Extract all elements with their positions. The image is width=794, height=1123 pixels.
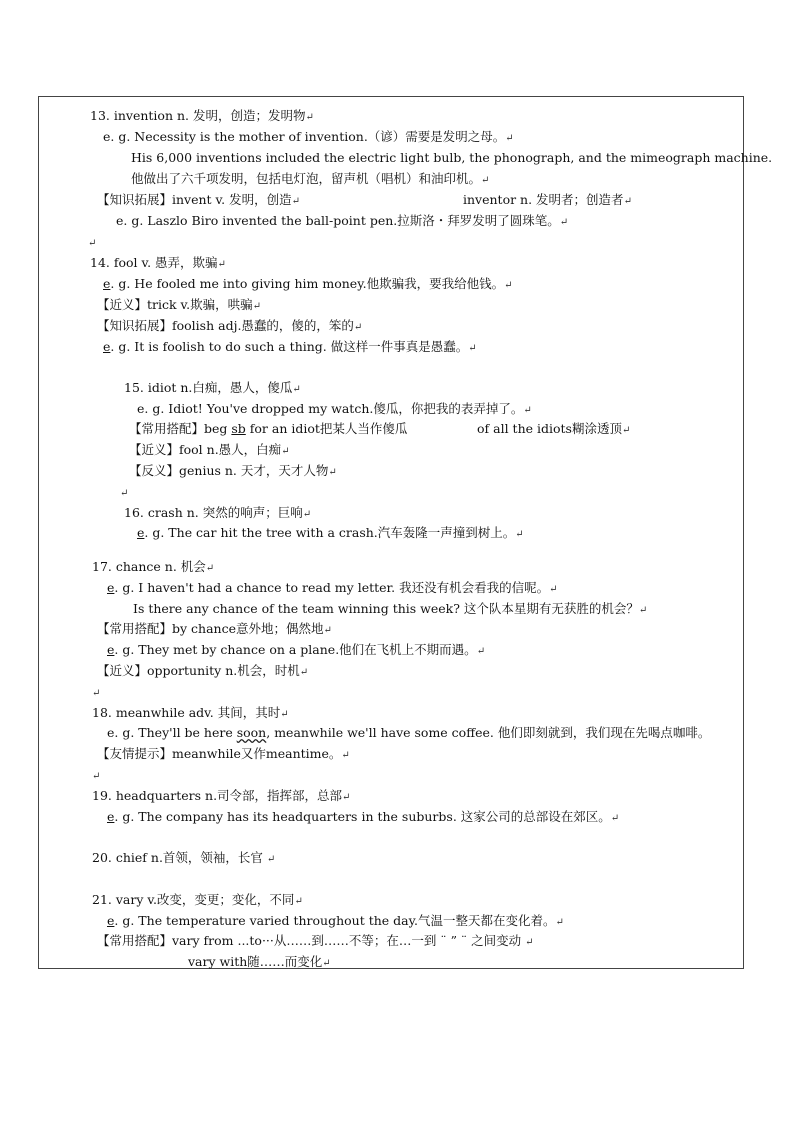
text-run: e. g. They'll be here	[107, 725, 237, 740]
text-run: e. g. Laszlo Biro invented the ball-point pen.拉斯洛・拜罗发明了圆珠笔。	[116, 213, 560, 228]
text-run: 19. headquarters n.司令部，指挥部，总部	[92, 788, 343, 803]
text-run: 【常用搭配】vary from ...to···从……到……不等；在…一到 ¨ ” ¨ 之间变动	[97, 933, 526, 948]
paragraph-mark-icon: ↵	[280, 709, 289, 720]
text-run: vary with随……而变化	[188, 954, 323, 969]
paragraph-mark-icon: ↵	[217, 259, 226, 270]
text-line-l15d	[129, 463, 337, 481]
paragraph-mark-icon: ↵	[252, 301, 261, 312]
text-run: . g. It is foolish to do such a thing. 做这样一件事真是愚蠢。	[110, 339, 469, 354]
text-run: e	[137, 525, 145, 540]
text-line-l13e	[116, 213, 568, 231]
text-line-l13	[90, 108, 314, 126]
text-line-l17c	[97, 621, 332, 639]
text-line-l17a	[107, 580, 557, 598]
text-run: 【近义】fool n.愚人，白痴	[129, 442, 282, 457]
text-line-l18	[92, 705, 289, 723]
text-line-l21b	[97, 933, 534, 951]
paragraph-mark-icon: ↵	[525, 937, 534, 948]
text-line-l17d	[107, 642, 485, 660]
text-run: 【知识拓展】foolish adj.愚蠢的，傻的，笨的	[97, 318, 354, 333]
text-line-l21	[92, 892, 303, 910]
text-run: e	[107, 913, 115, 928]
paragraph-mark-icon: ↵	[299, 667, 309, 678]
text-line-l17	[92, 559, 214, 577]
paragraph-mark-icon: ↵	[468, 343, 477, 354]
text-line-l15b	[129, 421, 407, 437]
paragraph-mark-icon: ↵	[559, 217, 569, 228]
text-line-l17e	[97, 663, 308, 681]
text-run: e	[107, 809, 115, 824]
text-run: 【常用搭配】beg	[129, 421, 232, 436]
text-run: 【反义】genius n. 天才，天才人物	[129, 463, 329, 478]
text-line-b2	[120, 484, 128, 502]
paragraph-mark-icon: ↵	[322, 958, 331, 969]
paragraph-mark-icon: ↵	[281, 446, 290, 457]
text-run: e. g. Idiot! You've dropped my watch.傻瓜，你把我的表弄掉了。	[137, 401, 524, 416]
text-run: . g. The temperature varied throughout the day.气温一整天都在变化着。	[114, 913, 556, 928]
paragraph-mark-icon: ↵	[205, 563, 215, 574]
text-run: , meanwhile we'll have some coffee. 他们即刻就到，我们现在先喝点咖啡。	[266, 725, 711, 740]
text-line-b4	[92, 767, 100, 785]
text-run: of all the idiots糊涂透顶	[477, 421, 622, 436]
paragraph-mark-icon: ↵	[549, 584, 558, 595]
paragraph-mark-icon: ↵	[623, 196, 632, 207]
text-run: sb	[231, 421, 246, 436]
text-run: inventor n. 发明者；创造者	[463, 192, 624, 207]
paragraph-mark-icon: ↵	[638, 605, 648, 616]
paragraph-mark-icon: ↵	[92, 771, 101, 782]
text-run: 【友情提示】meanwhile又作meantime。	[97, 746, 342, 761]
text-line-l13c	[131, 171, 489, 189]
text-line-l14c	[97, 318, 362, 336]
text-run: 18. meanwhile adv. 其间，其时	[92, 705, 281, 720]
text-run: for an idiot把某人当作傻瓜	[245, 421, 408, 436]
text-run: soon	[236, 725, 267, 740]
text-run: 他做出了六千项发明，包括电灯泡，留声机（唱机）和油印机。	[131, 171, 482, 186]
text-run: 17. chance n. 机会	[92, 559, 206, 574]
paragraph-mark-icon: ↵	[523, 405, 532, 416]
text-run: e. g. Necessity is the mother of invention.（谚）需要是发明之母。	[103, 129, 506, 144]
text-run: 20. chief n.首领，领袖，长官	[92, 850, 267, 865]
text-line-l15b2	[477, 421, 630, 439]
text-line-l16	[124, 505, 311, 523]
text-run: 13. invention n. 发明，创造；发明物	[90, 108, 306, 123]
text-line-l21c	[188, 954, 331, 972]
text-line-l17b	[133, 601, 647, 619]
text-run: 16. crash n. 突然的响声；巨响	[124, 505, 303, 520]
text-line-b3	[92, 684, 100, 702]
paragraph-mark-icon: ↵	[302, 509, 312, 520]
text-run: . g. They met by chance on a plane.他们在飞机上不期而遇。	[114, 642, 477, 657]
paragraph-mark-icon: ↵	[323, 625, 332, 636]
paragraph-mark-icon: ↵	[266, 854, 276, 865]
text-run: 【近义】trick v.欺骗，哄骗	[97, 297, 253, 312]
text-run: e	[107, 580, 115, 595]
text-line-l14	[90, 255, 226, 273]
text-run: 15. idiot n.白痴，愚人，傻瓜	[124, 380, 293, 395]
paragraph-mark-icon: ↵	[342, 792, 351, 803]
text-line-l13a	[103, 129, 514, 147]
text-run: 21. vary v.改变，变更；变化，不同	[92, 892, 295, 907]
paragraph-mark-icon: ↵	[294, 896, 303, 907]
text-line-l16a	[137, 525, 524, 543]
text-line-l13d	[97, 192, 300, 210]
paragraph-mark-icon: ↵	[515, 529, 524, 540]
text-run: His 6,000 inventions included the electric light bulb, the phonograph, and the mimeograph machine.	[131, 150, 773, 165]
text-run: . g. The company has its headquarters in the suburbs. 这家公司的总部设在郊区。	[114, 809, 611, 824]
paragraph-mark-icon: ↵	[555, 917, 564, 928]
paragraph-mark-icon: ↵	[353, 322, 363, 333]
paragraph-mark-icon: ↵	[305, 112, 314, 123]
paragraph-mark-icon: ↵	[610, 813, 620, 824]
paragraph-mark-icon: ↵	[476, 646, 486, 657]
text-run: . g. He fooled me into giving him money.他欺骗我，要我给他钱。	[110, 276, 505, 291]
text-line-l20	[92, 850, 275, 868]
paragraph-mark-icon: ↵	[481, 175, 490, 186]
text-line-l18a	[107, 725, 710, 741]
text-run: 14. fool v. 愚弄，欺骗	[90, 255, 218, 270]
text-line-l21a	[107, 913, 564, 931]
text-line-l14b	[97, 297, 261, 315]
text-line-b1	[88, 234, 96, 252]
text-run: e	[103, 339, 111, 354]
text-run: Is there any chance of the team winning this week? 这个队本星期有无获胜的机会？	[133, 601, 639, 616]
text-line-l18b	[97, 746, 350, 764]
text-run: 【常用搭配】by chance意外地；偶然地	[97, 621, 324, 636]
text-line-l15a	[137, 401, 532, 419]
text-line-l14d	[103, 339, 477, 357]
text-line-l13d2	[463, 192, 632, 210]
text-line-l19	[92, 788, 350, 806]
text-run: e	[103, 276, 111, 291]
paragraph-mark-icon: ↵	[504, 280, 513, 291]
text-run: . g. I haven't had a chance to read my letter. 我还没有机会看我的信呢。	[114, 580, 550, 595]
paragraph-mark-icon: ↵	[292, 384, 301, 395]
text-line-l15c	[129, 442, 290, 460]
text-line-l19a	[107, 809, 619, 827]
text-line-l15	[124, 380, 301, 398]
paragraph-mark-icon: ↵	[505, 133, 514, 144]
text-run: . g. The car hit the tree with a crash.汽车轰隆一声撞到树上。	[144, 525, 516, 540]
text-run: 【近义】opportunity n.机会，时机	[97, 663, 300, 678]
paragraph-mark-icon: ↵	[120, 488, 129, 499]
text-run: e	[107, 642, 115, 657]
paragraph-mark-icon: ↵	[621, 425, 631, 436]
text-line-l14a	[103, 276, 512, 294]
paragraph-mark-icon: ↵	[88, 238, 97, 249]
paragraph-mark-icon: ↵	[291, 196, 300, 207]
paragraph-mark-icon: ↵	[328, 467, 337, 478]
text-line-l13b	[131, 150, 772, 166]
paragraph-mark-icon: ↵	[92, 688, 101, 699]
paragraph-mark-icon: ↵	[341, 750, 350, 761]
text-run: 【知识拓展】invent v. 发明，创造	[97, 192, 292, 207]
